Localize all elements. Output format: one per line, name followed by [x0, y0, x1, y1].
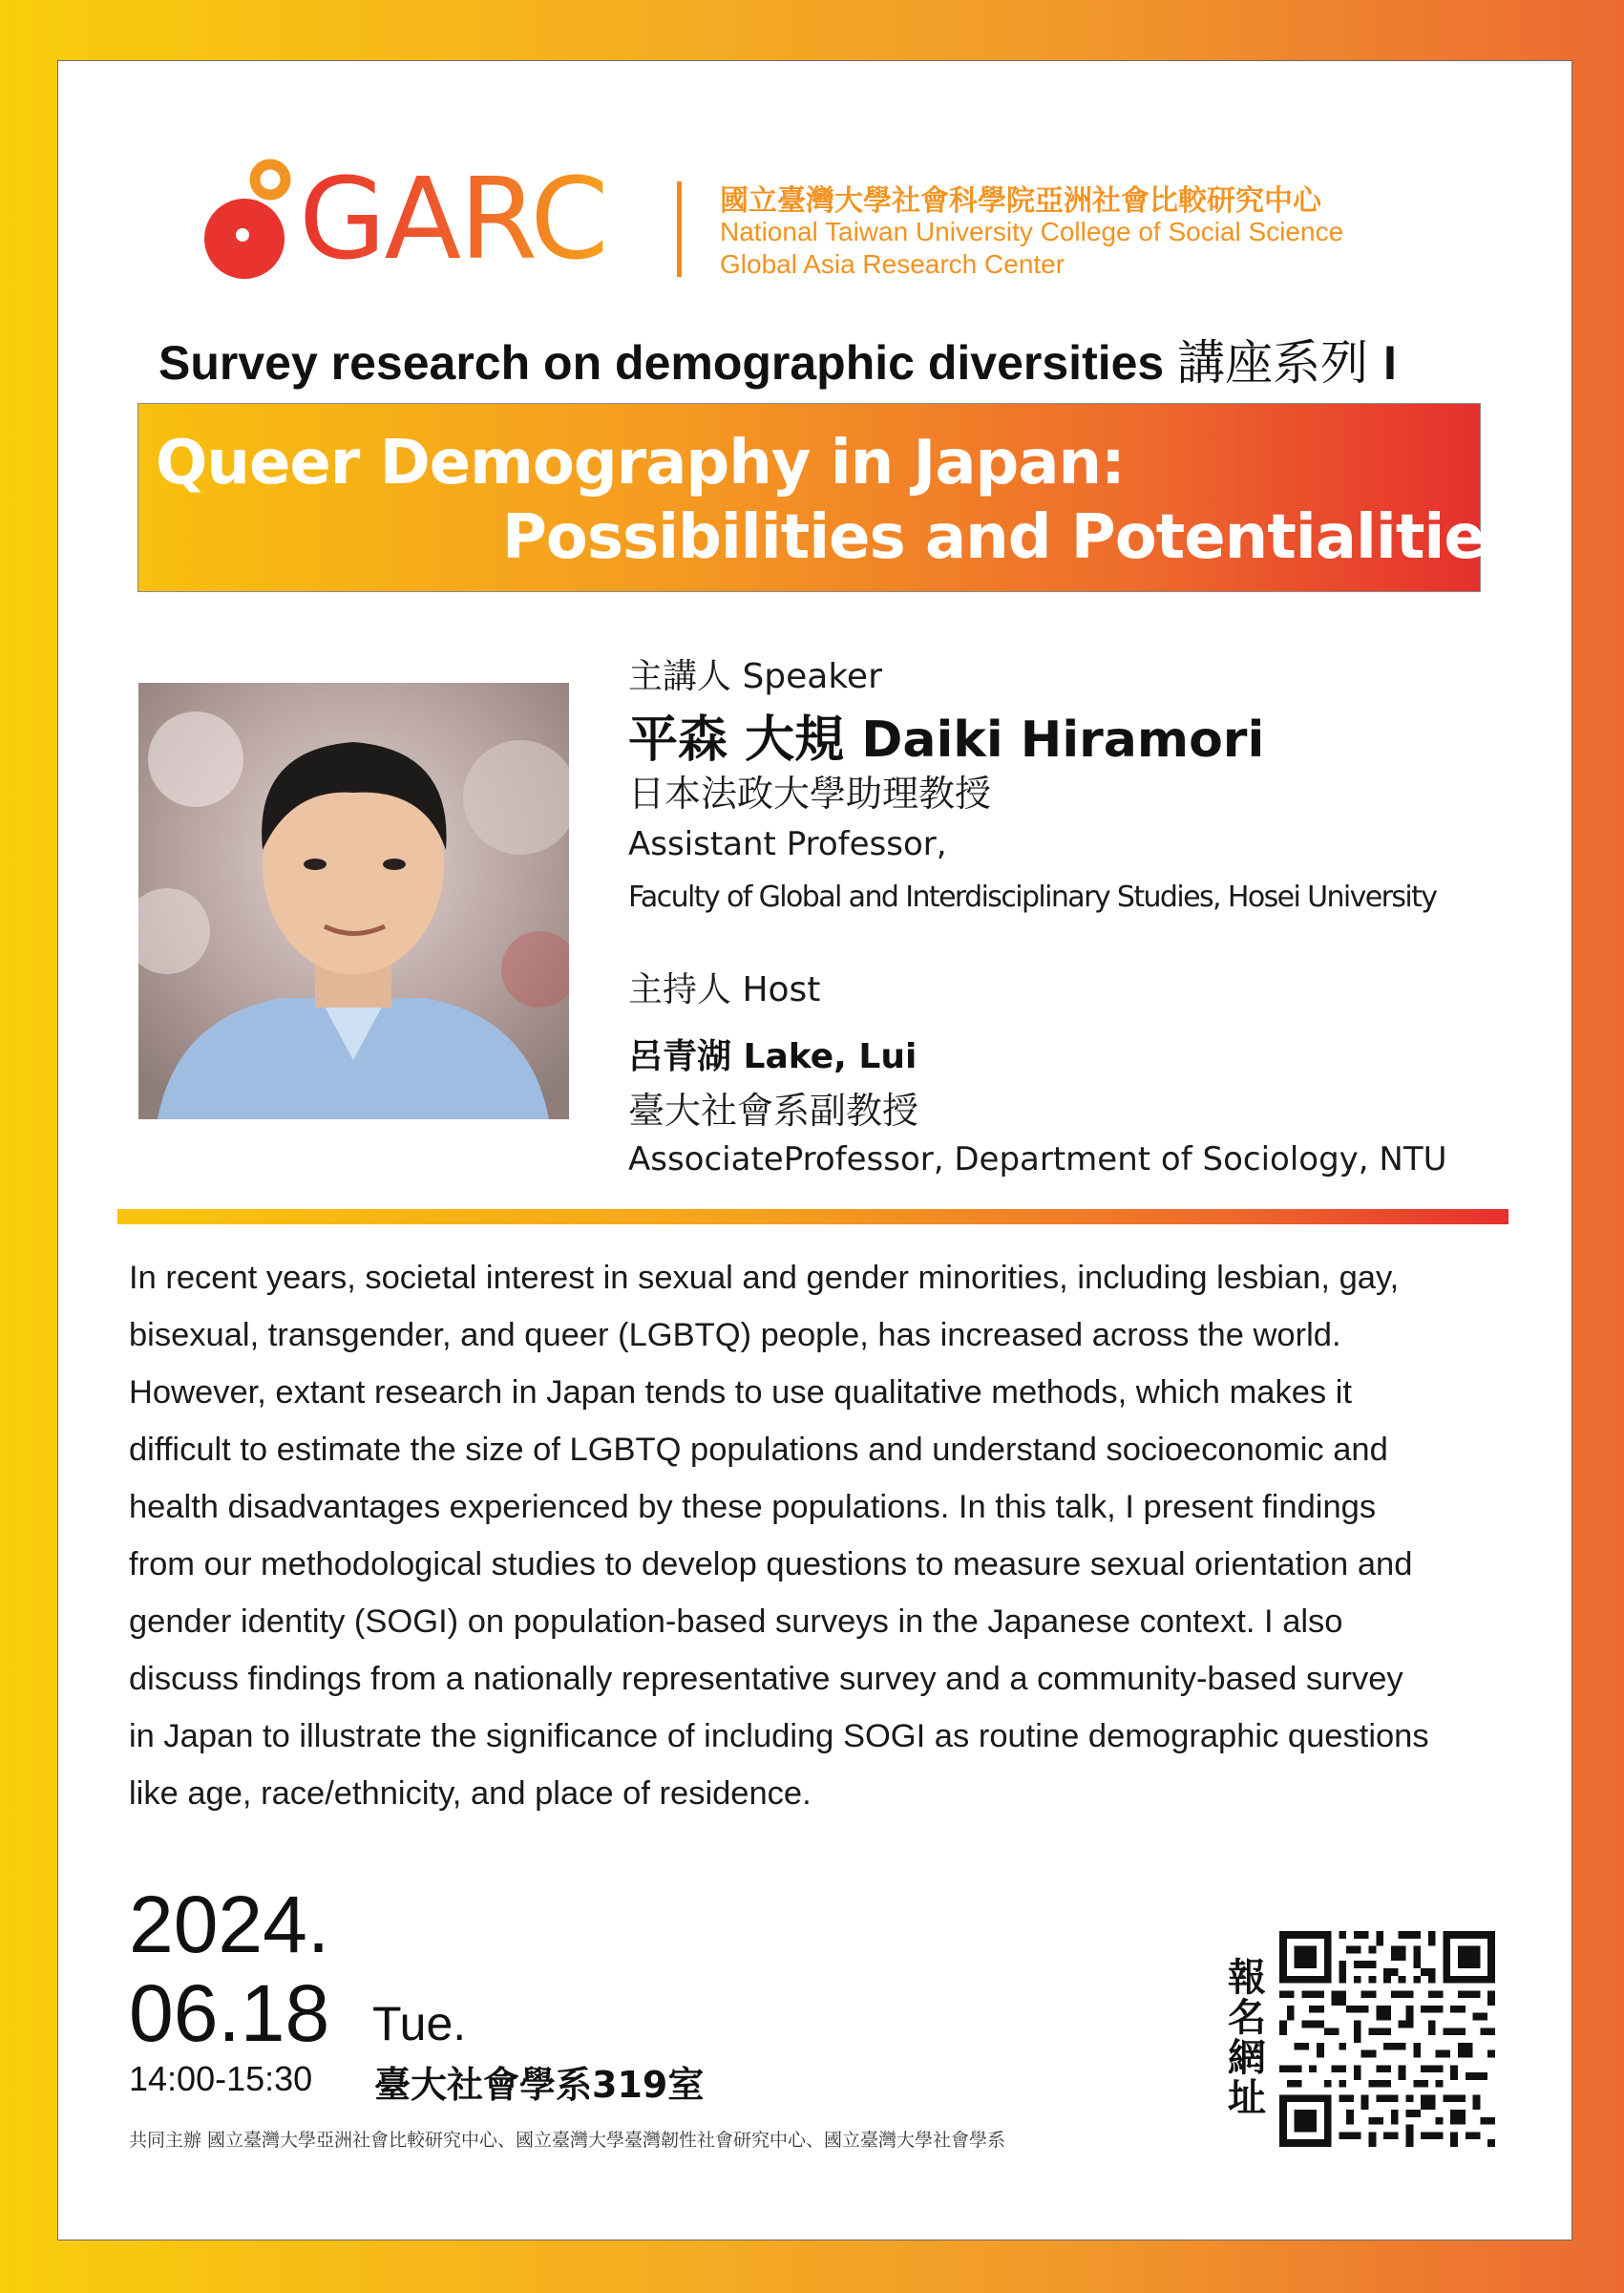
abstract-line: difficult to estimate the size of LGBTQ populations and understand socioeconomic and — [129, 1432, 1388, 1468]
speaker-name-zh: 平森 大規 — [628, 711, 862, 769]
host-label: 主持人 Host — [628, 970, 821, 1009]
event-time: 14:00-15:30 — [129, 2059, 313, 2098]
registration-char: 址 — [1228, 2076, 1266, 2120]
registration-char: 網 — [1228, 2036, 1266, 2080]
registration-label — [1222, 1958, 1272, 2118]
qr-finder-tl — [1279, 1931, 1332, 1984]
logo-dot-hole — [236, 228, 249, 242]
speaker-title-en: Assistant Professor, — [628, 825, 947, 863]
center-name-en-line2: Global Asia Research Center — [720, 249, 1065, 279]
talk-title-line1: Queer Demography in Japan: — [156, 428, 1125, 499]
host-name-zh: 呂青湖 — [628, 1037, 744, 1076]
event-year: 2024. — [129, 1879, 330, 1969]
speaker-label: 主講人 Speaker — [628, 657, 882, 696]
series-title-en: Survey research on demographic diversities — [158, 336, 1178, 390]
talk-title-line2: Possibilities and Potentialities — [502, 502, 1520, 573]
registration-char: 報 — [1228, 1956, 1266, 2000]
abstract-line: like age, race/ethnicity, and place of residence. — [129, 1775, 812, 1812]
logo-divider — [677, 181, 682, 277]
logo-small-ring — [255, 164, 285, 195]
abstract-line: discuss findings from a nationally representative survey and a community-based survey — [129, 1661, 1403, 1697]
center-name-en-line1: National Taiwan University College of Social Science — [720, 217, 1344, 246]
speaker-name-en: Daiki Hiramori — [861, 711, 1265, 769]
host-name — [628, 1030, 917, 1078]
qr-finder-tr — [1443, 1931, 1495, 1984]
section-divider — [117, 1209, 1508, 1224]
co-organizers: 共同主辦 國立臺灣大學亞洲社會比較研究中心、國立臺灣大學臺灣韌性社會研究中心、國立臺灣大學社會學系 — [129, 2130, 1006, 2151]
center-name-zh: 國立臺灣大學社會科學院亞洲社會比較研究中心 — [720, 184, 1321, 218]
event-date: 06.18 — [129, 1968, 330, 2058]
abstract-line: in Japan to illustrate the significance of including SOGI as routine demographic questions — [129, 1718, 1429, 1754]
series-heading — [158, 325, 1397, 393]
speaker-name — [628, 699, 1264, 771]
host-title-en: AssociateProfessor, Department of Sociology, NTU — [628, 1140, 1447, 1178]
host-name-en: Lake, Lui — [743, 1037, 917, 1076]
speaker-title-zh: 日本法政大學助理教授 — [628, 773, 992, 815]
abstract-line: However, extant research in Japan tends to use qualitative methods, which makes it — [129, 1374, 1353, 1411]
host-title-zh: 臺大社會系副教授 — [628, 1090, 919, 1132]
abstract — [129, 1249, 1513, 1822]
abstract-line: from our methodological studies to develop questions to measure sexual orientation and — [129, 1546, 1413, 1582]
series-number: I — [1383, 336, 1397, 390]
abstract-line: gender identity (SOGI) on population-based surveys in the Japanese context. I also — [129, 1603, 1343, 1640]
abstract-line: In recent years, societal interest in sexual and gender minorities, including lesbian, gay, — [129, 1260, 1400, 1296]
qr-finder-bl — [1279, 2094, 1332, 2147]
garc-wordmark: GARC — [299, 153, 607, 285]
abstract-line: bisexual, transgender, and queer (LGBTQ) people, has increased across the world. — [129, 1317, 1341, 1353]
registration-char: 名 — [1228, 1996, 1266, 2040]
speaker-faculty: Faculty of Global and Interdisciplinary Studies, Hosei University — [628, 881, 1437, 914]
event-weekday: Tue. — [372, 1997, 467, 2050]
abstract-line: health disadvantages experienced by these populations. In this talk, I present findings — [129, 1489, 1377, 1525]
registration-qr-code[interactable] — [1279, 1931, 1495, 2147]
event-venue: 臺大社會學系319室 — [374, 2064, 705, 2106]
series-title-zh: 講座系列 — [1177, 335, 1384, 391]
speaker-photo — [138, 683, 569, 1119]
speaker-portrait-illustration — [138, 683, 569, 1119]
center-name-en — [720, 216, 1343, 281]
